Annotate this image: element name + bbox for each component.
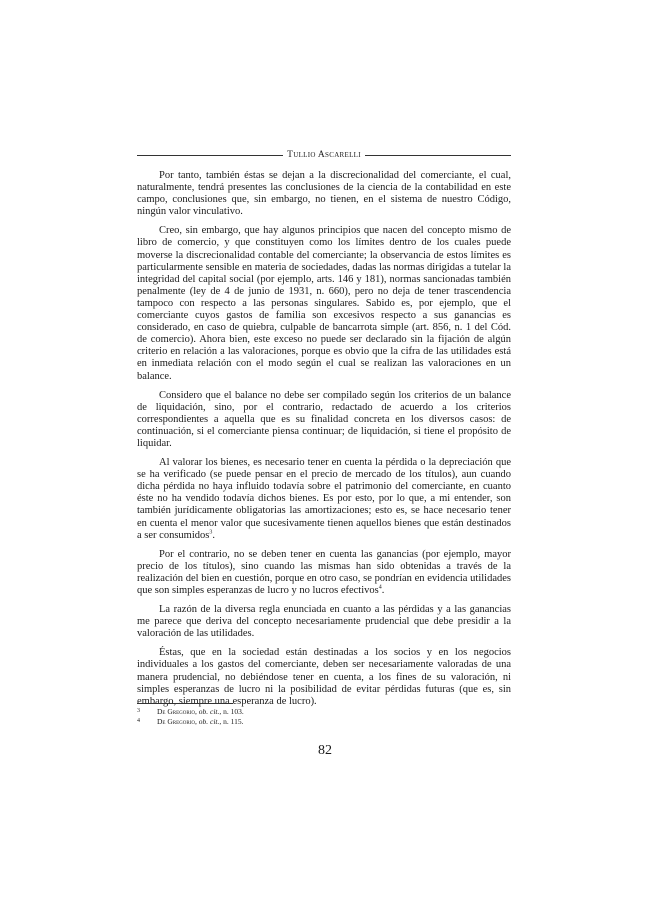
footnote-ref: ob. cit. xyxy=(198,716,220,726)
page-number: 82 xyxy=(318,743,332,758)
footnote-ref: ob. cit. xyxy=(198,707,220,716)
footnotes xyxy=(137,707,511,726)
header-rule-right xyxy=(365,155,511,156)
paragraph-7: Éstas, que en la sociedad están destinadas a los socios y en los negocios individuales a los gastos del comerciante, deben ser necesariamente valoradas de una manera prudencial, no debiéndose tener en cuenta, a los fines de su valoración, ni simples esperanzas de lucro ni la posibilidad de evitar pérdidas futuras (que es, sin embargo, siempre una esperanza de lucro). xyxy=(137,647,511,707)
footnote-page: , n. 103. xyxy=(219,707,244,716)
paragraph-6: La razón de la diversa regla enunciada en cuanto a las pérdidas y a las ganancias me parece que deriva del concepto necesariamente prudencial que debe presidir a la valoración de las utilidades. xyxy=(137,604,511,640)
footnote-ref-4[interactable]: 4 xyxy=(378,584,382,591)
footnote-author: De Gregorio xyxy=(157,707,195,716)
paragraph-4: Al valorar los bienes, es necesario tener en cuenta la pérdida o la depreciación que se ha verificado (se puede pensar en el precio de mercado de los títulos), aun cuando dicha pérdida no haya influido todavía sobre el patrimonio del comerciante, en cuanto éste no ha vendido todavía dichos bienes. Es por esto, por lo que, a mi entender, son también jurídicamente obligatorias las amortizaciones; esto es, se hace necesario tener en cuenta el menor valor que sucesivamente tienen aquellos bienes que están destinados a ser consumidos$^3$. xyxy=(137,457,511,541)
running-header xyxy=(137,150,511,160)
footnote-number: 3 xyxy=(137,708,140,714)
header-rule-left xyxy=(137,155,283,156)
footnote-separator xyxy=(137,703,233,704)
footnote-author: De Gregorio xyxy=(157,716,195,726)
footnote-3 xyxy=(137,707,511,717)
footnote-4 xyxy=(137,717,511,727)
paragraph-4-text: Al valorar los bienes, es necesario tener en cuenta la pérdida o la depreciación que se ha verificado (se puede pensar en el precio de mercado de los títulos), aun cuando dicha pérdida no haya influido todavía sobre el patrimonio del comerciante, en cuanto éste no ha vendido todavía dichos bienes. Es por esto, por lo que, a mi entender, son también jurídicamente obligatorias las amortizaciones; esto es, se hace necesario tener en cuenta el menor valor que sucesivamente tienen aquellos bienes que están destinados a ser consumidos xyxy=(137,457,511,541)
paragraph-3: Considero que el balance no debe ser compilado según los criterios de un balance de liquidación, sino, por el contrario, redactado de acuerdo a los criterios correspondientes a aquella que es su finalidad concreta en los diversos casos: de continuación, si el comerciante piensa continuar; de liquidación, si tiene el propósito de liquidar. xyxy=(137,389,511,449)
running-head-title: Tullio Ascarelli xyxy=(287,150,361,160)
footnote-page: , n. 115. xyxy=(219,716,244,726)
paragraph-5: Por el contrario, no se deben tener en cuenta las ganancias (por ejemplo, mayor precio de los títulos), sino cuando las mismas han sido obtenidas a través de la realización del bien en cuestión, porque en otro caso, se pondrían en evidencia utilidades que son simples esperanzas de lucro y no lucros efectivos$^4$. xyxy=(137,548,511,596)
footnote-text: De Gregorio, ob. cit., n. 115. xyxy=(157,716,244,726)
footnote-text: De Gregorio, ob. cit., n. 103. xyxy=(157,707,244,716)
paragraph-1: Por tanto, también éstas se dejan a la discrecionalidad del comerciante, el cual, naturalmente, tendrá presentes las conclusiones de la ciencia de la contabilidad en este campo, conclusiones que, sin embargo, no tienen, en el sistema de nuestro Código, ningún valor vinculativo. xyxy=(137,170,511,218)
paragraph-5-text: Por el contrario, no se deben tener en cuenta las ganancias (por ejemplo, mayor precio de los títulos), sino cuando las mismas han sido obtenidas a través de la realización del bien en cuestión, porque en otro caso, se pondrían en evidencia utilidades que son simples esperanzas de lucro y no lucros efectivos xyxy=(137,548,511,596)
footnote-number: 4 xyxy=(137,717,140,724)
body-text xyxy=(137,170,511,715)
paragraph-2: Creo, sin embargo, que hay algunos principios que nacen del concepto mismo de libro de comercio, y que constituyen como los límites dentro de los cuales puede moverse la discrecionalidad contable del comerciante; la observancia de estos límites es particularmente sensible en materia de sociedades, dadas las normas dirigidas a tutelar la integridad del capital social (por ejemplo, arts. 146 y 181), normas sancionadas también penalmente (ley de 4 de junio de 1931, n. 660), pero no deja de tener trascendencia tampoco con respecto a las personas singulares. Sabido es, por ejemplo, que el comerciante cuyos gastos de familia son excesivos respecto a sus ganancias es considerado, en caso de quiebra, culpable de bancarrota simple (art. 856, n. 1 del Cód. de comercio). Ahora bien, este exceso no puede ser declarado sin la fijación de algún criterio en relación a las valoraciones, porque es obvio que la cifra de las utilidades está en inmediata relación con el modo según el cual se realizan las valoraciones en un balance. xyxy=(137,225,511,382)
footnote-ref-3[interactable]: 3 xyxy=(209,529,213,536)
